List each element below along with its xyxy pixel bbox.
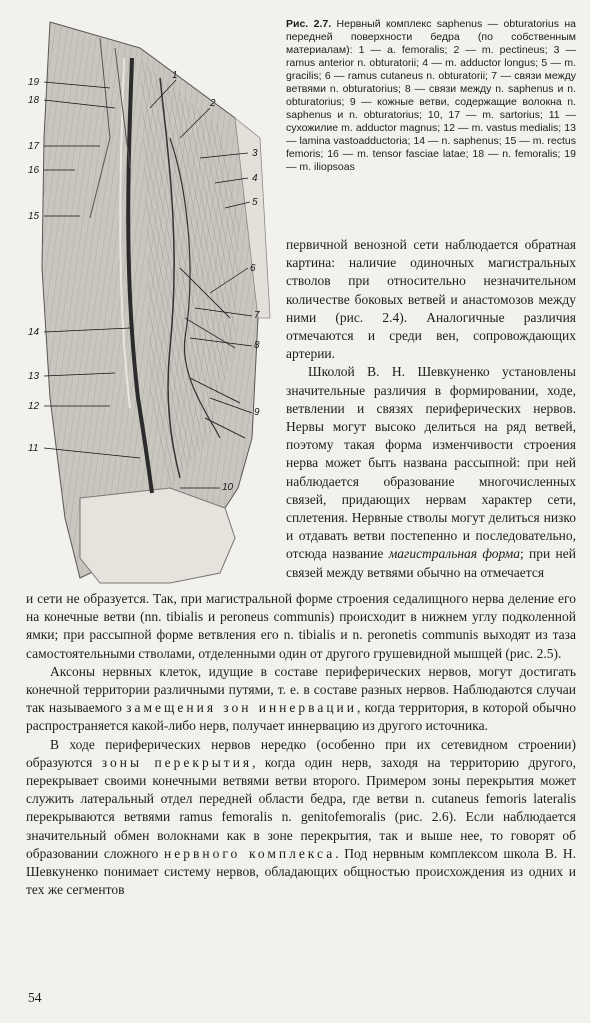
figure-label-4: 4	[252, 173, 258, 184]
paragraph-nerve-forms	[286, 363, 576, 581]
anatomical-figure	[20, 18, 282, 590]
term-zone-replacement: замещения зон иннервации	[126, 700, 357, 716]
paragraph-overlap-c: . Под нервным комплексом школа В. Н. Шевкуненко понимает систему нервов, обладающих общностью происхождения из одних и тех же сегментов	[26, 845, 577, 898]
right-column-text	[286, 236, 576, 582]
figure-label-10: 10	[222, 482, 234, 493]
figure-label-19: 19	[28, 77, 40, 88]
caption-text: Нервный комплекс saphenus — obturatorius на передней поверхности бедра (по собственным материалам):	[286, 18, 576, 56]
paragraph-overlap-b: , когда один нерв, заходя на территорию другого, перекрывает своими конечными ветвями ветви второго. Примером зоны перекрытия может служить латеральный отдел передней области бедра, где ветви n. cutaneus femoris lateralis перекрываются ветвями ramus femoralis n. genitofemoralis (рис. 2.6). Если наблюдается значительный обмен волокнами как в зоне перекрытия, так и выше нее, то говорят об образовании сложного	[26, 754, 576, 861]
figure-label-8: 8	[254, 340, 260, 351]
figure-label-3: 3	[252, 148, 258, 159]
paragraph-venous: первичной венозной сети наблюдается обратная картина: наличие одиночных магистральных стволов при относительно незначительном количестве боковых ветвей и анастомозов между ними (рис. 2.4). Аналогичные различия отмечаются и среди вен, сопровождающих артерии.	[286, 237, 576, 362]
figure-label-6: 6	[250, 263, 256, 274]
paragraph-nerve-forms-a: Школой В. Н. Шевкуненко установлены значительные различия в формировании, ходе, ветвлении и связях периферических нервов. Нервы могут высоко делиться на ряд ветвей, поэтому такая форма изменчивости строения нерва может быть названа рассыпной: при ней наблюдается образование многочисленных связей, придающих нервам характер сети, сплетения. Нервные стволы могут делиться низко и отдавать ветви постепенно и последовательно, отсюда название	[286, 364, 576, 562]
paragraph-axons	[26, 663, 576, 736]
figure-label-7: 7	[254, 310, 260, 321]
paragraph-sciatic: и сети не образуется. Так, при магистральной форме строения седалищного нерва деление его на конечные ветви (nn. tibialis и peroneus communis) происходит в нижнем углу подколенной ямки; при рассыпной форме ветвления его n. tibialis и n. peronetis communis выходят из таза самостоятельными стволами, отделенными один от другого грушевидной мышцей (рис. 2.5).	[26, 591, 576, 661]
figure-label-9: 9	[254, 407, 260, 418]
figure-label-15: 15	[28, 211, 40, 222]
figure-label-5: 5	[252, 197, 258, 208]
figure-label-11: 11	[28, 443, 39, 454]
figure-label-14: 14	[28, 327, 40, 338]
paragraph-nerve-forms-b: ; при ней связей между ветвями обычно на отмечается	[286, 546, 576, 580]
caption-title: Рис. 2.7.	[286, 18, 332, 30]
figure-label-17: 17	[28, 141, 40, 152]
figure-label-16: 16	[28, 165, 40, 176]
figure-label-12: 12	[28, 401, 40, 412]
paragraph-axons-a: Аксоны нервных клеток, идущие в составе периферических нервов, могут достигать конечной территории различными путями, т. е. в составе разных нервов. Наблюдаются случаи так называемого	[26, 663, 576, 716]
paragraph-axons-b: , когда территория, в которой обычно распространяется какой-либо нерв, получает иннервацию из другого источника.	[26, 700, 576, 734]
caption-legend: 1 — a. femoralis; 2 — m. pectineus; 3 — ramus anterior n. obturatorii; 4 — m. adductor longus; 5 — m. gracilis; 6 — ramus cutaneus n. obturatorii; 7 — связи между ветвями n. obturatorius; 8 — связи между n. saphenus и n. obturatorius; 9 — кожные ветви, содержащие волокна n. saphenus и n. obturatorius; 10, 17 — m. sartorius; 11 — сухожилие m. adductor magnus; 12 — m. vastus medialis; 13 — lamina vastoadductoria; 14 — n. saphenus; 15 — m. rectus femoris; 16 — m. tensor fasciae latae; 18 — n. femoralis; 19 — m. iliopsoas	[286, 44, 577, 173]
term-magistral-form: магистральная форма	[388, 546, 520, 562]
paragraph-overlap	[26, 736, 576, 900]
paragraph-overlap-a: В ходе периферических нервов нередко (особенно при их сетевидном строении) образуются	[26, 736, 576, 770]
figure-caption	[286, 18, 576, 174]
main-body-text	[26, 590, 576, 899]
term-overlap-zones: зоны перекрытия	[101, 754, 253, 770]
figure-label-13: 13	[28, 371, 40, 382]
page-number: 54	[28, 990, 42, 1005]
term-nerve-complex: нервного комплекса	[164, 845, 336, 861]
figure-label-2: 2	[210, 98, 216, 109]
figure-label-18: 18	[28, 95, 40, 106]
figure-label-1: 1	[172, 70, 178, 81]
